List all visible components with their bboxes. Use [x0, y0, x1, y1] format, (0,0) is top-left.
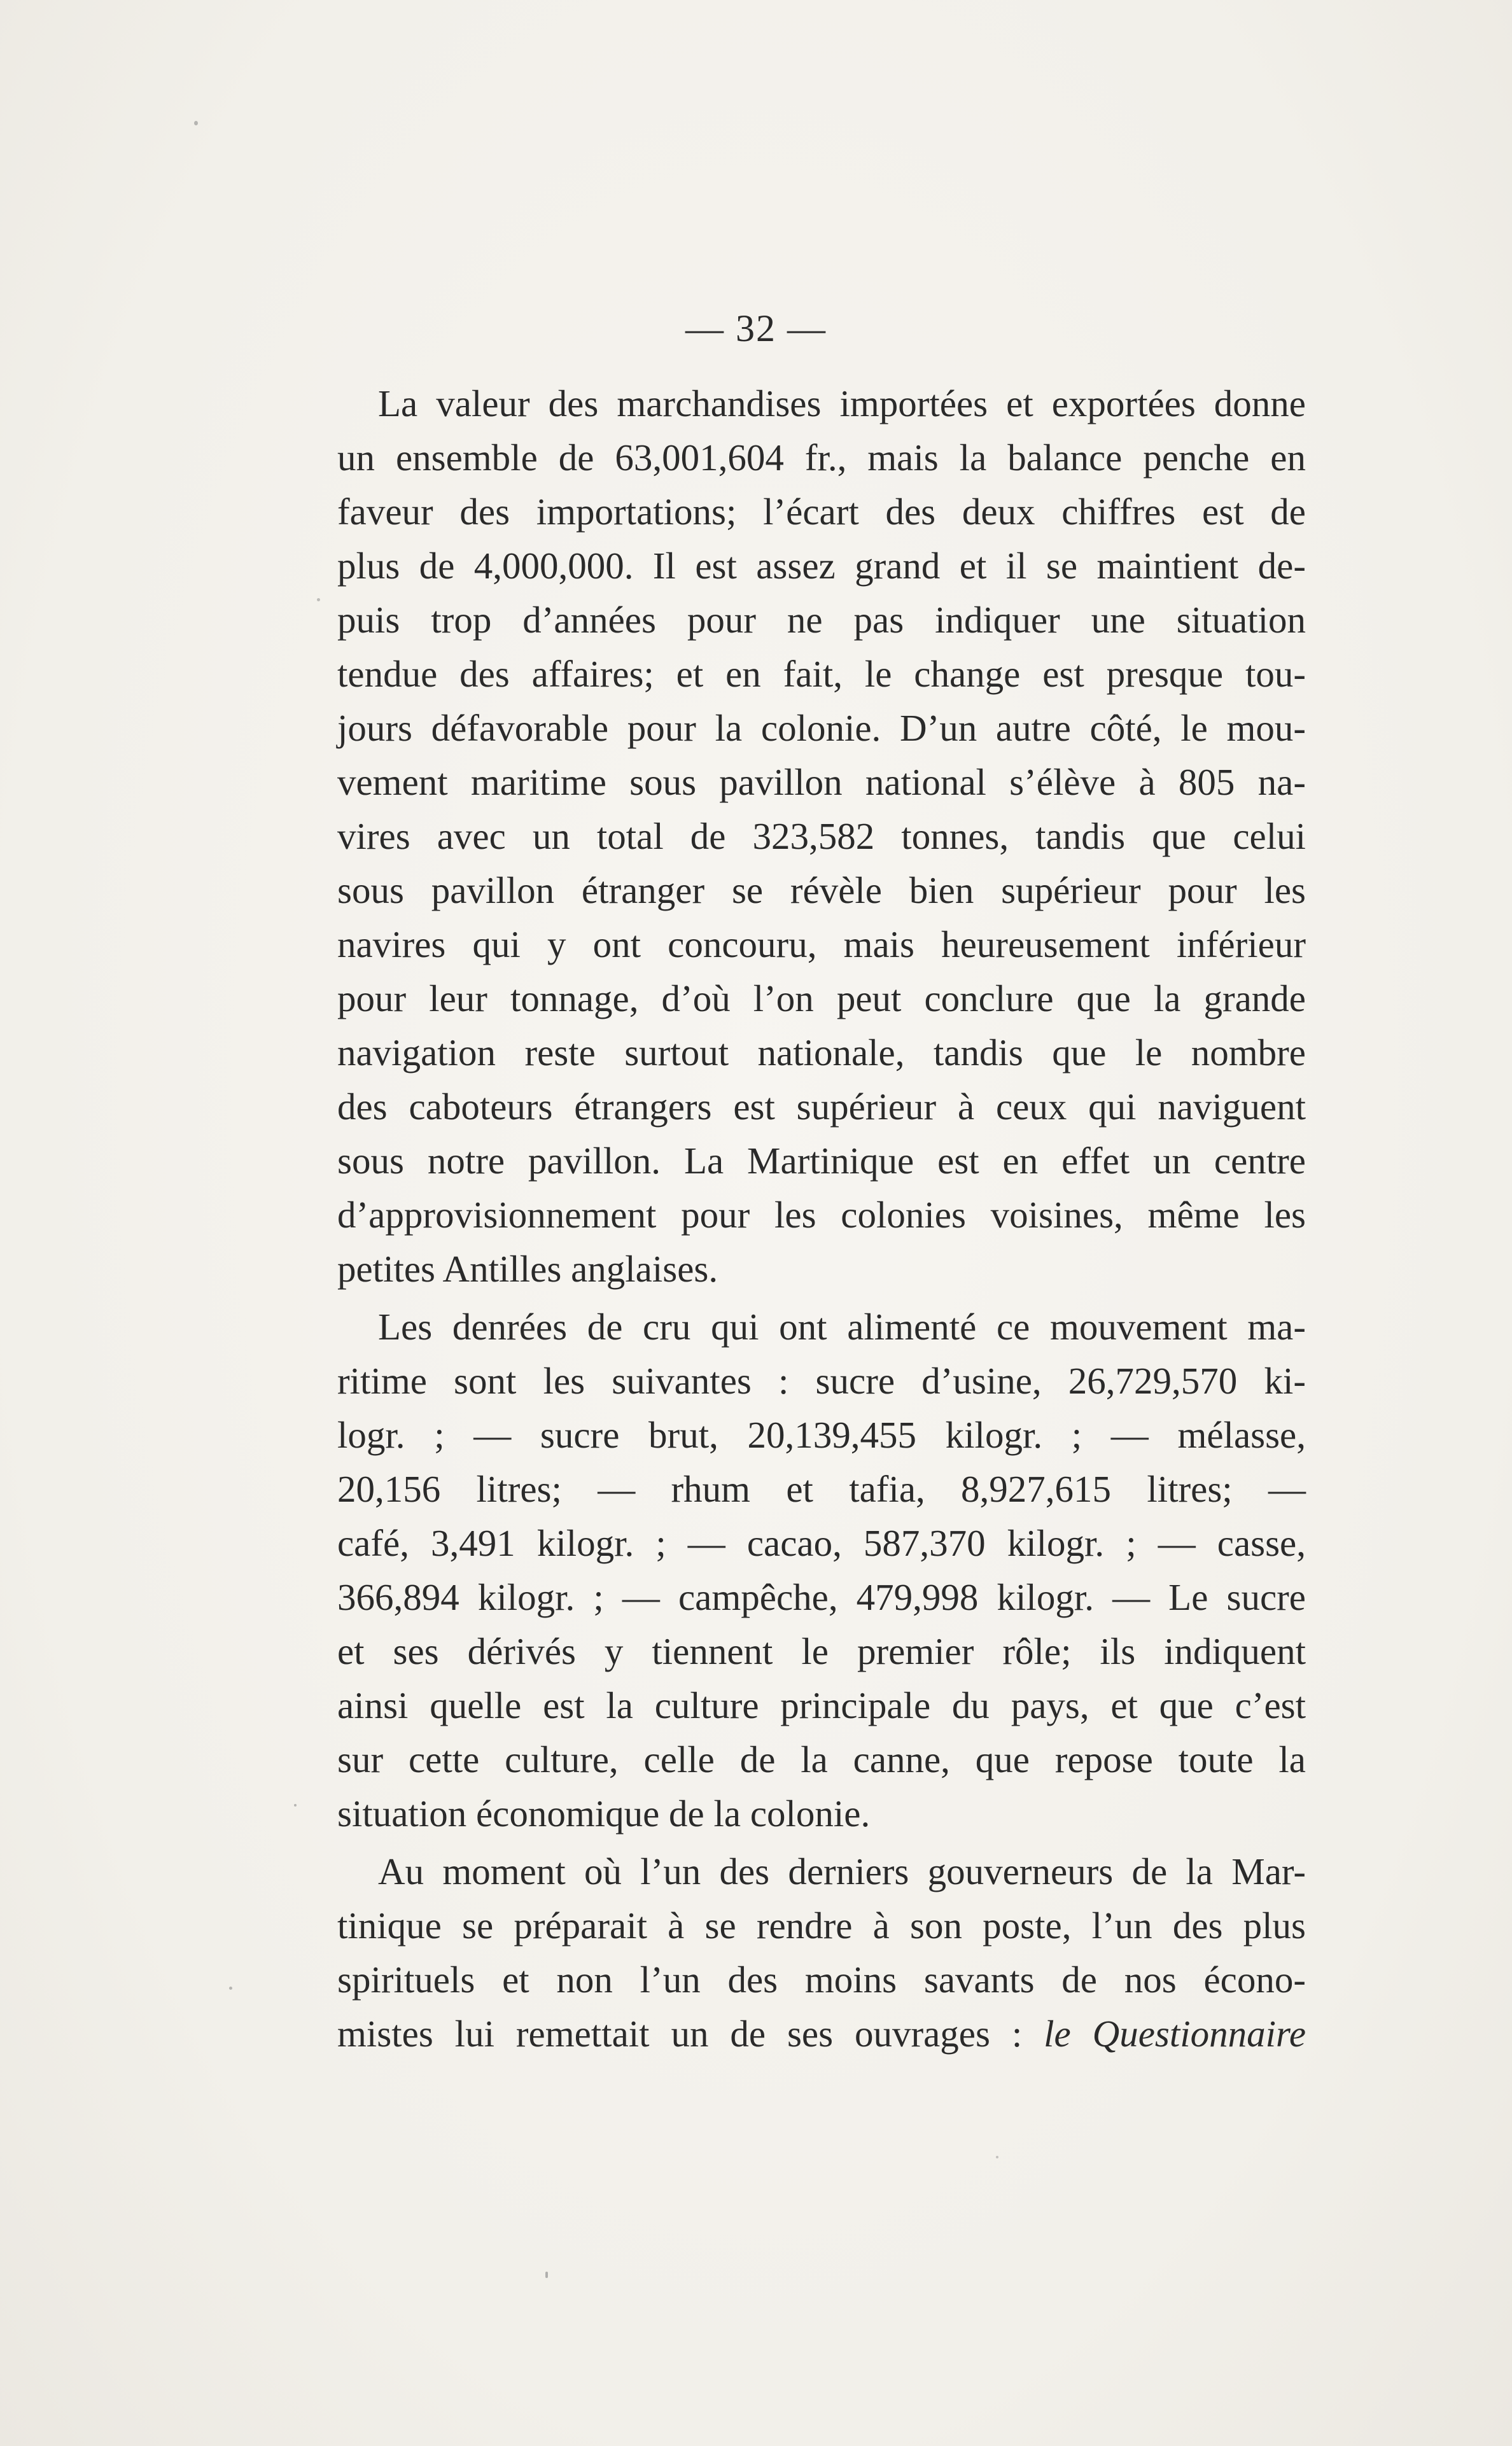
text-line: un ensemble de 63,001,604 fr., mais la balance penche en	[337, 437, 1306, 479]
text-line: situation économique de la colonie.	[337, 1793, 871, 1834]
text-line: et ses dérivés y tiennent le premier rôle; ils indiquent	[337, 1630, 1306, 1672]
text-line: vires avec un total de 323,582 tonnes, tandis que celui	[337, 815, 1306, 857]
text-line: sous pavillon étranger se révèle bien supérieur pour les	[337, 869, 1306, 911]
text-line: tinique se préparait à se rendre à son poste, l’un des plus	[337, 1904, 1306, 1946]
text-line: 20,156 litres; — rhum et tafia, 8,927,615 litres; —	[337, 1468, 1306, 1510]
text-line: spirituels et non l’un des moins savants de nos écono-	[337, 1959, 1306, 2001]
text-line: ritime sont les suivantes : sucre d’usine, 26,729,570 ki-	[337, 1360, 1306, 1402]
paper-speck	[317, 598, 320, 601]
paper-speck	[229, 1987, 232, 1990]
text-line: puis trop d’années pour ne pas indiquer une situation	[337, 599, 1306, 641]
paper-speck	[194, 121, 198, 125]
text-line: pour leur tonnage, d’où l’on peut conclure que la grande	[337, 977, 1306, 1019]
text-line: sur cette culture, celle de la canne, que repose toute la	[337, 1738, 1306, 1780]
paragraph-3	[337, 1845, 1306, 2061]
text-line: navires qui y ont concouru, mais heureusement inférieur	[337, 923, 1306, 965]
final-line-roman: mistes lui remettait un de ses ouvrages :	[337, 2013, 1023, 2055]
text-line: vement maritime sous pavillon national s’élève à 805 na-	[337, 761, 1306, 803]
text-line: d’approvisionnement pour les colonies voisines, même les	[337, 1194, 1306, 1236]
text-line: café, 3,491 kilogr. ; — cacao, 587,370 kilogr. ; — casse,	[337, 1522, 1306, 1564]
text-line: La valeur des marchandises importées et exportées donne	[378, 382, 1306, 424]
text-line: jours défavorable pour la colonie. D’un autre côté, le mou-	[337, 707, 1306, 749]
text-line: des caboteurs étrangers est supérieur à ceux qui naviguent	[337, 1086, 1306, 1128]
text-line: Les denrées de cru qui ont alimenté ce mouvement ma-	[378, 1306, 1306, 1348]
text-line: Au moment où l’un des derniers gouverneurs de la Mar-	[378, 1850, 1306, 1892]
text-line: faveur des importations; l’écart des deux chiffres est de	[337, 491, 1306, 533]
text-line: plus de 4,000,000. Il est assez grand et il se maintient de-	[337, 545, 1306, 587]
text-line: sous notre pavillon. La Martinique est en effet un centre	[337, 1140, 1306, 1182]
text-line: tendue des affaires; et en fait, le change est presque tou-	[337, 653, 1306, 695]
paper-speck	[545, 2272, 548, 2278]
book-title-italic: le Questionnaire	[1044, 2013, 1306, 2055]
paragraph-1	[337, 377, 1306, 1296]
page-number: — 32 —	[685, 307, 827, 349]
paper-speck	[294, 1804, 297, 1807]
text-line: ainsi quelle est la culture principale du pays, et que c’est	[337, 1684, 1306, 1726]
paragraph-2	[337, 1300, 1306, 1841]
text-line: 366,894 kilogr. ; — campêche, 479,998 kilogr. — Le sucre	[337, 1576, 1306, 1618]
text-line: petites Antilles anglaises.	[337, 1248, 718, 1290]
text-line: navigation reste surtout nationale, tandis que le nombre	[337, 1031, 1306, 1073]
paper-speck	[996, 2156, 998, 2158]
final-text-line	[337, 2007, 1306, 2061]
body-text	[337, 377, 1306, 2061]
text-line: logr. ; — sucre brut, 20,139,455 kilogr. ; — mélasse,	[337, 1414, 1306, 1456]
